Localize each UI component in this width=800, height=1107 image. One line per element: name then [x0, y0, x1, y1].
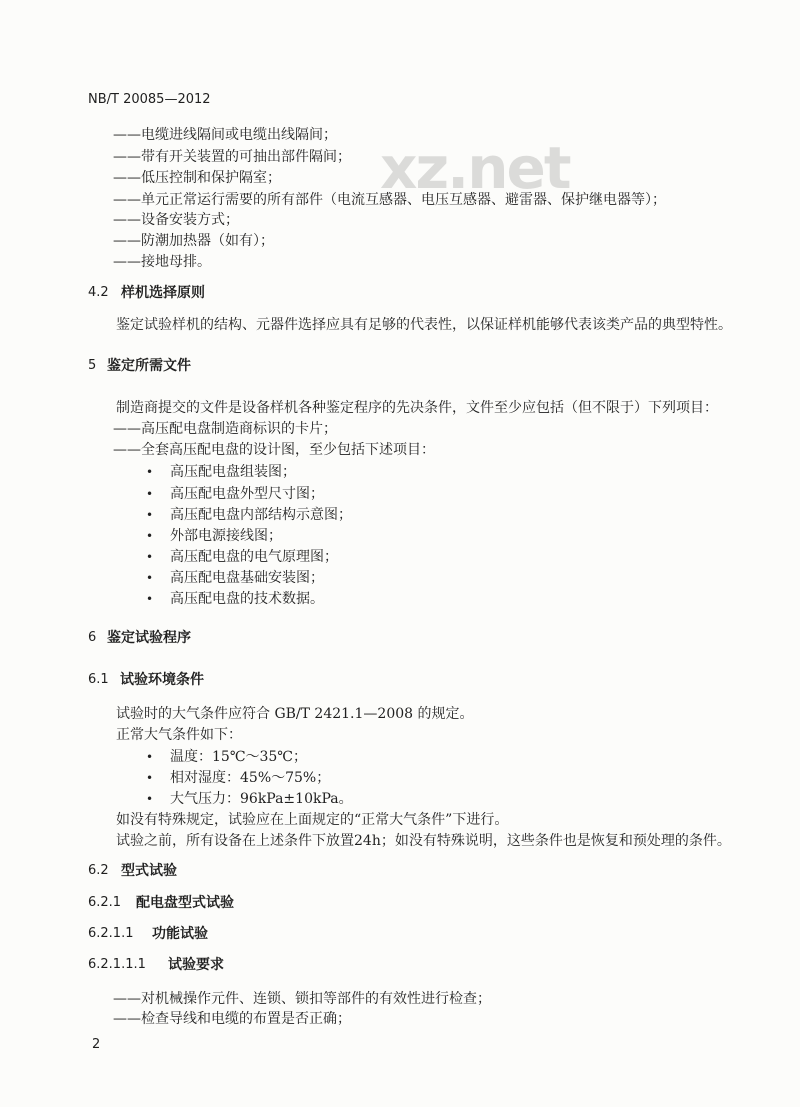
section-title: 试验要求: [168, 957, 224, 973]
list-item: ——低压控制和保护隔室；: [113, 170, 281, 186]
list-item: ——接地母排。: [113, 254, 211, 270]
bullet-icon: •: [146, 550, 154, 564]
list-item: ——检查导线和电缆的布置是否正确；: [113, 1011, 351, 1027]
section-title: 试验环境条件: [120, 672, 204, 688]
section-title: 鉴定所需文件: [107, 358, 191, 374]
bullet-icon: •: [146, 792, 154, 806]
bullet-icon: •: [146, 750, 154, 764]
bullet-icon: •: [146, 487, 154, 501]
bullet-item: 高压配电盘组装图；: [170, 464, 296, 480]
bullet-item: 外部电源接线图；: [170, 528, 282, 544]
section-number: 4.2: [88, 285, 109, 300]
bullet-item: 高压配电盘外型尺寸图；: [170, 486, 324, 502]
watermark: xz.net: [380, 134, 570, 202]
section-number: 6.1: [88, 672, 109, 687]
section-title: 样机选择原则: [121, 285, 205, 301]
section-number: 6.2.1.1: [88, 926, 134, 941]
section-number: 5: [88, 358, 97, 373]
document-number-header: NB/T 20085—2012: [88, 92, 211, 107]
section-number: 6.2: [88, 863, 109, 878]
bullet-icon: •: [146, 571, 154, 585]
list-item: ——带有开关装置的可抽出部件隔间；: [113, 149, 351, 165]
list-item: ——高压配电盘制造商标识的卡片；: [113, 421, 337, 437]
list-item: ——对机械操作元件、连锁、锁扣等部件的有效性进行检查；: [113, 991, 491, 1007]
paragraph: 试验之前，所有设备在上述条件下放置24h；如没有特殊说明，这些条件也是恢复和预处理的条件。: [116, 833, 731, 849]
list-item: ——防潮加热器（如有）；: [113, 233, 274, 249]
bullet-item: 高压配电盘的技术数据。: [170, 591, 324, 607]
section-number: 6: [88, 630, 97, 645]
section-title: 配电盘型式试验: [136, 895, 234, 911]
bullet-icon: •: [146, 465, 154, 479]
paragraph: 如没有特殊规定，试验应在上面规定的“正常大气条件”下进行。: [116, 812, 509, 828]
section-number: 6.2.1.1.1: [88, 957, 146, 972]
bullet-icon: •: [146, 771, 154, 785]
bullet-item: 高压配电盘内部结构示意图；: [170, 507, 352, 523]
page-number: 2: [92, 1037, 101, 1052]
bullet-item: 高压配电盘的电气原理图；: [170, 549, 338, 565]
paragraph: 制造商提交的文件是设备样机各种鉴定程序的先决条件，文件至少应包括（但不限于）下列项目：: [116, 400, 718, 416]
section-number: 6.2.1: [88, 895, 122, 910]
bullet-icon: •: [146, 508, 154, 522]
section-title: 鉴定试验程序: [107, 630, 191, 646]
bullet-item: 大气压力：96kPa±10kPa。: [170, 791, 353, 807]
bullet-item: 相对湿度：45%～75%；: [170, 770, 331, 786]
list-item: ——设备安装方式；: [113, 212, 239, 228]
list-item: ——电缆进线隔间或电缆出线隔间；: [113, 127, 337, 143]
bullet-icon: •: [146, 529, 154, 543]
paragraph: 正常大气条件如下：: [116, 727, 242, 743]
paragraph: 鉴定试验样机的结构、元器件选择应具有足够的代表性，以保证样机能够代表该类产品的典型特性。: [116, 317, 732, 333]
bullet-item: 温度：15℃～35℃；: [170, 749, 307, 765]
bullet-icon: •: [146, 592, 154, 606]
section-title: 型式试验: [121, 863, 177, 879]
paragraph: 试验时的大气条件应符合 GB/T 2421.1—2008 的规定。: [116, 706, 474, 722]
list-item: ——单元正常运行需要的所有部件（电流互感器、电压互感器、避雷器、保护继电器等）；: [113, 192, 666, 208]
bullet-item: 高压配电盘基础安装图；: [170, 570, 324, 586]
section-title: 功能试验: [152, 926, 208, 942]
list-item: ——全套高压配电盘的设计图，至少包括下述项目：: [113, 442, 435, 458]
